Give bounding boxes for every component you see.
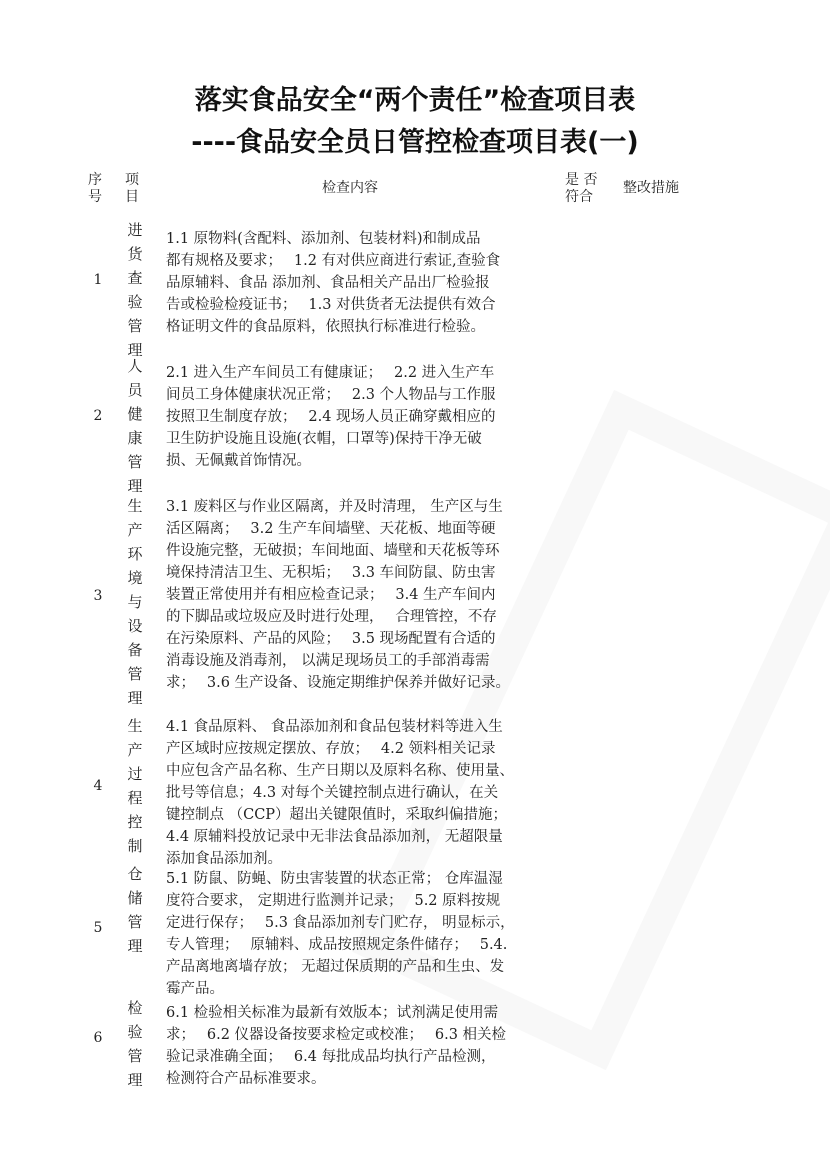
content-line: 1.1 原物料(含配料、添加剂、包装材料)和制成品 — [166, 231, 481, 247]
content-line: 卫生防护设施且设施(衣帽，口罩等)保持干净无破 — [166, 431, 482, 447]
content-line: 检测符合产品标准要求。 — [166, 1071, 326, 1087]
row-content — [166, 868, 566, 1000]
row-content — [166, 362, 566, 472]
content-line: 键控制点 （CCP）超出关键限值时，采取纠偏措施； — [166, 807, 508, 823]
content-line: 批号等信息；4.3 对每个关键控制点进行确认，在关 — [166, 785, 499, 801]
content-line: 境保持清洁卫生、无积垢； 3.3 车间防鼠、防虫害 — [166, 565, 496, 581]
header-content: 检查内容 — [322, 180, 378, 196]
row-content — [166, 496, 566, 694]
content-line: 4.4 原辅料投放记录中无非法食品添加剂， 无超限量 — [166, 829, 503, 845]
content-line: 4.1 食品原料、 食品添加剂和食品包装材料等进入生 — [166, 719, 503, 735]
content-line: 霉产品。 — [166, 981, 224, 997]
row-seq: 3 — [93, 588, 103, 604]
row-seq: 6 — [93, 1030, 103, 1046]
row-seq: 2 — [93, 408, 103, 424]
content-line: 的下脚品或垃圾应及时进行处理， 合理管控，不存 — [166, 609, 497, 625]
content-line: 求； 3.6 生产设备、设施定期维护保养并做好记录。 — [166, 675, 511, 691]
content-line: 添加食品添加剂。 — [166, 851, 282, 867]
row-seq: 4 — [93, 778, 103, 794]
content-line: 5.1 防鼠、防蝇、防虫害装置的状态正常； 仓库温湿 — [166, 871, 503, 887]
document-subtitle: ----食品安全员日管控检查项目表(一) — [191, 127, 639, 158]
content-line: 都有规格及要求； 1.2 有对供应商进行索证,查验食 — [166, 253, 501, 269]
row-content — [166, 228, 566, 338]
row-content — [166, 716, 566, 870]
header-seq: 序 号 — [88, 172, 102, 205]
header-item: 项 目 — [125, 172, 139, 205]
content-line: 损、无佩戴首饰情况。 — [166, 453, 311, 469]
header-compliant: 是 否 符合 — [565, 172, 598, 205]
row-seq: 1 — [93, 272, 103, 288]
content-line: 专人管理； 原辅料、成品按照规定条件储存； 5.4. — [166, 937, 508, 953]
content-line: 6.1 检验相关标准为最新有效版本；试剂满足使用需 — [166, 1005, 499, 1021]
row-seq: 5 — [93, 920, 103, 936]
content-line: 按照卫生制度存放； 2.4 现场人员正确穿戴相应的 — [166, 409, 496, 425]
row-item: 仓储管理 — [127, 865, 143, 955]
content-line: 品原辅料、食品 添加剂、食品相关产品出厂检验报 — [166, 275, 490, 291]
content-line: 件设施完整，无破损；车间地面、墙壁和天花板等环 — [166, 543, 500, 559]
content-line: 产区域时应按规定摆放、存放； 4.2 领料相关记录 — [166, 741, 496, 757]
content-line: 中应包含产品名称、生产日期以及原料名称、使用量、 — [166, 763, 514, 779]
content-line: 在污染原料、产品的风险； 3.5 现场配置有合适的 — [166, 631, 496, 647]
header-rectify: 整改措施 — [623, 180, 679, 196]
content-line: 求； 6.2 仪器设备按要求检定或校准； 6.3 相关检 — [166, 1027, 507, 1043]
content-line: 活区隔离； 3.2 生产车间墙壁、天花板、地面等硬 — [166, 521, 496, 537]
row-item: 检验管理 — [127, 999, 143, 1089]
content-line: 间员工身体健康状况正常； 2.3 个人物品与工作服 — [166, 387, 496, 403]
content-line: 定进行保存； 5.3 食品添加剂专门贮存， 明显标示， — [166, 915, 515, 931]
content-line: 验记录准确全面； 6.4 每批成品均执行产品检测， — [166, 1049, 496, 1065]
content-line: 度符合要求， 定期进行监测并记录； 5.2 原料按规 — [166, 893, 501, 909]
row-item: 生产环境与设备管理 — [127, 497, 143, 707]
content-line: 2.1 进入生产车间员工有健康证； 2.2 进入生产车 — [166, 365, 495, 381]
document-title: 落实食品安全“两个责任”检查项目表 — [194, 85, 636, 116]
content-line: 告或检验检疫证书； 1.3 对供货者无法提供有效合 — [166, 297, 496, 313]
content-line: 消毒设施及消毒剂， 以满足现场员工的手部消毒需 — [166, 653, 490, 669]
content-line: 产品离地离墙存放； 无超过保质期的产品和生虫、发 — [166, 959, 505, 975]
row-item: 人员健康管理 — [127, 357, 143, 495]
content-line: 装置正常使用并有相应检查记录； 3.4 生产车间内 — [166, 587, 496, 603]
row-item: 生产过程控制 — [127, 717, 143, 855]
row-content — [166, 1002, 566, 1090]
row-item: 进货查验管理 — [127, 221, 143, 359]
content-line: 3.1 废料区与作业区隔离，并及时清理， 生产区与生 — [166, 499, 503, 515]
content-line: 格证明文件的食品原料，依照执行标准进行检验。 — [166, 319, 485, 335]
